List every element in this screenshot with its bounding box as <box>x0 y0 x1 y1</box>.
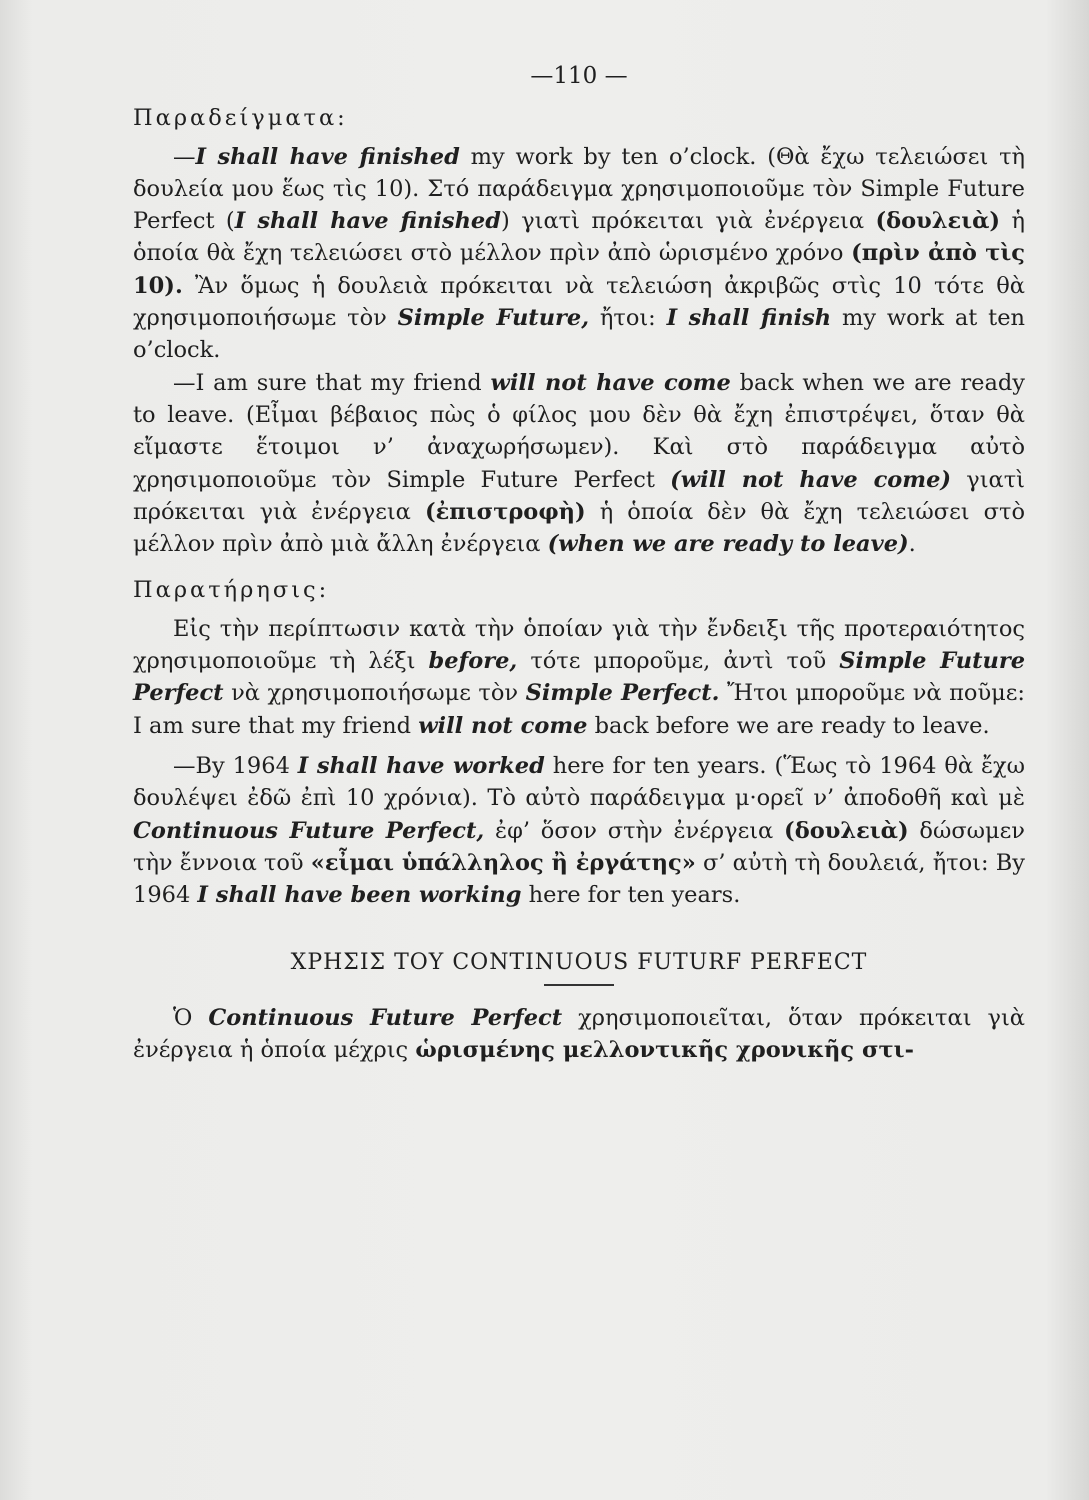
remarks-label: Παρατήρησις: <box>133 577 330 604</box>
example-paragraph-3: —By 1964 I shall have worked here for ten years. (Ἕως τὸ 1964 θὰ ἔχω δουλέψει ἐδῶ ἐπὶ 10 χρόνια). Τὸ αὐτὸ παράδειγμα μ·ορεῖ ν’ ἀποδοθῆ καὶ μὲ Continuous Future Perfect, ἐφ’ ὅσον στὴν ἐνέργεια (δουλειὰ) δώσωμεν τὴν ἔννοια τοῦ «εἶμαι ὑπάλληλος ἢ ἐργάτης» σ’ αὐτὴ τὴ δουλειά, ἤτοι: By 1964 I shall have been working here for ten years. <box>133 752 1025 909</box>
section-heading: ΧΡΗΣΙΣ ΤΟΥ CONTINUOUS FUTURF PERFECT <box>290 950 868 976</box>
remark-paragraph: Εἰς τὴν περίπτωσιν κατὰ τὴν ὁποίαν γιὰ τὴν ἔνδειξι τῆς προτεραιότητος χρησιμοποιοῦμε τὴ λέξι before, τότε μποροῦμε, ἀντὶ τοῦ Simple Future Perfect νὰ χρησιμοποιήσωμε τὸν Simple Perfect. Ἤτοι μποροῦμε νὰ ποῦμε: I am sure that my friend will not come back before we are ready to leave. <box>133 615 1026 739</box>
example-paragraph-2: —I am sure that my friend will not have come back when we are ready to leave. (Εἶμαι βέβαιος πὼς ὁ φίλος μου δὲν θὰ ἔχη ἐπιστρέψει, ὅταν θὰ εἴμαστε ἕτοιμοι ν’ ἀναχωρήσωμεν). Καὶ στὸ παράδειγμα αὐτὸ χρησιμοποιοῦμε τὸν Simple Future Perfect (will not have come) γιατὶ πρόκειται γιὰ ἐνέργεια (ἐπιστροφὴ) ἡ ὁποία δὲν θὰ ἔχη τελειώσει στὸ μέλλον πρὶν ἀπὸ μιὰ ἄλλη ἐνέργεια (when we are ready to leave). <box>133 369 1026 558</box>
example-paragraph-1: —I shall have finished my work by ten o’clock. (Θὰ ἔχω τελειώσει τὴ δουλεία μου ἕως τὶς 10). Στό παράδειγμα χρησιμοποιοῦμε τὸν Simple Future Perfect (I shall have finished) γιατὶ πρόκειται γιὰ ἐνέργεια (δουλειὰ) ἡ ὁποία θὰ ἔχη τελειώσει στὸ μέλλον πρὶν ἀπὸ ὡρισμένο χρόνο (πρὶν ἀπὸ τὶς 10). Ἂν ὅμως ἡ δουλειὰ πρόκειται νὰ τελειώση ἀκριβῶς στὶς 10 τότε θὰ χρησιμοποιήσωμε τὸν Simple Future, ἤτοι: I shall finish my work at ten o’clock. <box>133 143 1026 364</box>
page-text <box>133 60 1025 1066</box>
heading-underline <box>544 984 614 986</box>
page-number: —110 — <box>530 63 628 89</box>
section-paragraph: Ὁ Continuous Future Perfect χρησιμοποιεῖται, ὅταν πρόκειται γιὰ ἐνέργεια ἡ ὁποία μέχρις ὡρισμένης μελλοντικῆς χρονικῆς στι- <box>133 1004 1025 1064</box>
examples-label: Παραδείγματα: <box>133 105 348 132</box>
